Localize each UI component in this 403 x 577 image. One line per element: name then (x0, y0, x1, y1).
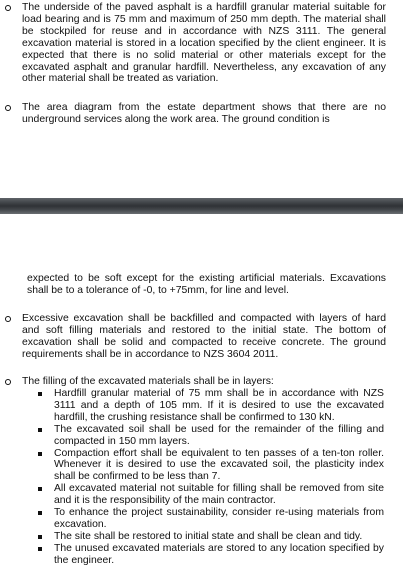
hollow-circle-bullet-icon (5, 379, 11, 385)
square-bullet-icon (38, 547, 42, 551)
document-page-top (0, 0, 403, 198)
list-item-text: The site shall be restored to initial state and shall be clean and tidy. (54, 530, 363, 542)
square-bullet-icon (38, 511, 42, 515)
list-item-text: Compaction effort shall be equivalent to ten passes of a ten-ton roller. Whenever it is desired to use the excavated soil, the plasticity index shall be confirmed to be less than 7. (54, 447, 384, 483)
square-bullet-icon (38, 428, 42, 432)
filling-layers-list (22, 388, 384, 567)
page-break-divider (0, 198, 403, 214)
list-item-text: The unused excavated materials are stored to any location specified by the engineer. (54, 542, 384, 566)
paragraph-area-diagram: The area diagram from the estate department shows that there are no underground services along the work area. The ground condition is (22, 102, 386, 125)
square-bullet-icon (38, 535, 42, 539)
list-item-site-restored (22, 531, 384, 543)
paragraph-underside-asphalt: The underside of the paved asphalt is a hardfill granular material suitable for load bearing and is 75 mm and maximum of 250 mm depth. The material shall be stockpiled for reuse and in accordance with NZS 3111. The general excavation material is stored in a location specified by the client engineer. It is expected that there is no solid material or other materials except for the excavated asphalt and granular hardfill. Nevertheless, any excavation of any other material shall be treated as variation. (22, 2, 386, 85)
list-item-excavated-soil (22, 424, 384, 448)
paragraph-filling-intro: The filling of the excavated materials shall be in layers: (22, 376, 274, 387)
list-item-text: The excavated soil shall be used for the remainder of the filling and compacted in 150 mm layers. (54, 423, 384, 447)
document-page-bottom (0, 214, 403, 577)
hollow-circle-bullet-icon (5, 316, 11, 322)
list-item-unused-materials (22, 543, 384, 567)
list-item-unsuitable-material (22, 483, 384, 507)
list-item-compaction-effort (22, 448, 384, 484)
list-item-text: To enhance the project sustainability, consider re-using materials from excavation. (54, 507, 384, 530)
square-bullet-icon (38, 452, 42, 456)
paragraph-excessive-excavation: Excessive excavation shall be backfilled and compacted with layers of hard and soft filling materials and restored to the initial state. The bottom of excavation shall be solid and compacted to receive concrete. The ground requirements shall be in accordance to NZS 3604 2011. (22, 313, 386, 360)
list-item-hardfill (22, 388, 384, 424)
square-bullet-icon (38, 487, 42, 491)
hollow-circle-bullet-icon (5, 5, 11, 11)
list-item-text: All excavated material not suitable for filling shall be removed from site and it is the responsibility of the main contractor. (54, 483, 384, 507)
hollow-circle-bullet-icon (5, 105, 11, 111)
list-item-text: Hardfill granular material of 75 mm shall be in accordance with NZS 3111 and a depth of 105 mm. If it is desired to use the excavated hardfill, the crushing resistance shall be confirmed to 130 kN. (54, 388, 384, 423)
square-bullet-icon (38, 392, 42, 396)
list-item-sustainability (22, 507, 384, 531)
paragraph-ground-condition-continued: expected to be soft except for the existing artificial materials. Excavations shall be to a tolerance of -0, to +75mm, for line and level. (27, 273, 386, 296)
